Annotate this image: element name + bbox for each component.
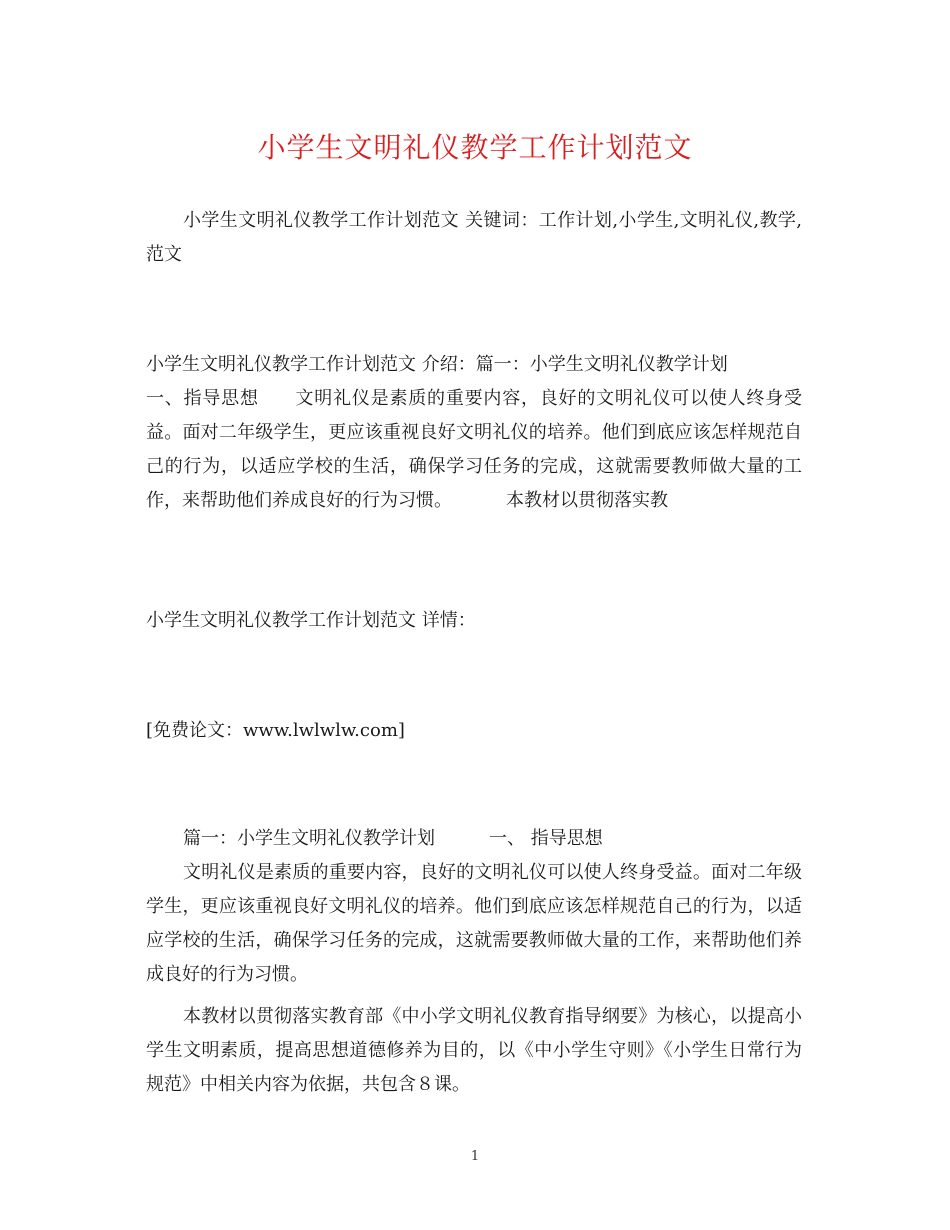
document-title: 小学生文明礼仪教学工作计划范文 xyxy=(257,131,693,164)
intro-text-tail: 本教材以贯彻落实教 xyxy=(506,490,668,511)
body-paragraph-1: 文明礼仪是素质的重要内容，良好的文明礼仪可以使人终身受益。面对二年级学生，更应该重视良好文明礼仪的培养。他们到底应该怎样规范自己的行为，以适应学校的生活，确保学习任务的完成，这就需要教师做大量的工作，来帮助他们养成良好的行为习惯。 xyxy=(146,862,802,985)
details-heading: 小学生文明礼仪教学工作计划范文 详情： xyxy=(146,610,476,631)
intro-heading: 小学生文明礼仪教学工作计划范文 介绍：篇一：小学生文明礼仪教学计划 xyxy=(146,354,728,375)
page-number: 1 xyxy=(470,1149,480,1164)
free-paper-link[interactable]: [免费论文：www.lwlwlw.com] xyxy=(146,720,405,741)
part1-heading: 篇一：小学生文明礼仪教学计划 xyxy=(183,828,435,849)
intro-paragraph xyxy=(146,382,802,518)
intro-text: 文明礼仪是素质的重要内容，良好的文明礼仪可以使人终身受益。面对二年级学生，更应该重视良好文明礼仪的培养。他们到底应该怎样规范自己的行为，以适应学校的生活，确保学习任务的完成，这就需要教师做大量的工作，来帮助他们养成良好的行为习惯。 xyxy=(146,388,803,511)
part1-subheading: 一、 指导思想 xyxy=(489,828,603,849)
body-paragraph-2: 本教材以贯彻落实教育部《中小学文明礼仪教育指导纲要》为核心，以提高小学生文明素质，提高思想道德修养为目的，以《中小学生守则》《小学生日常行为规范》中相关内容为依据，共包含８课。 xyxy=(146,1006,802,1095)
intro-label: 一、指导思想 xyxy=(146,388,259,409)
part1-heading-line xyxy=(146,822,802,856)
keywords-paragraph: 小学生文明礼仪教学工作计划范文 关键词：工作计划,小学生,文明礼仪,教学,范文 xyxy=(146,210,802,265)
